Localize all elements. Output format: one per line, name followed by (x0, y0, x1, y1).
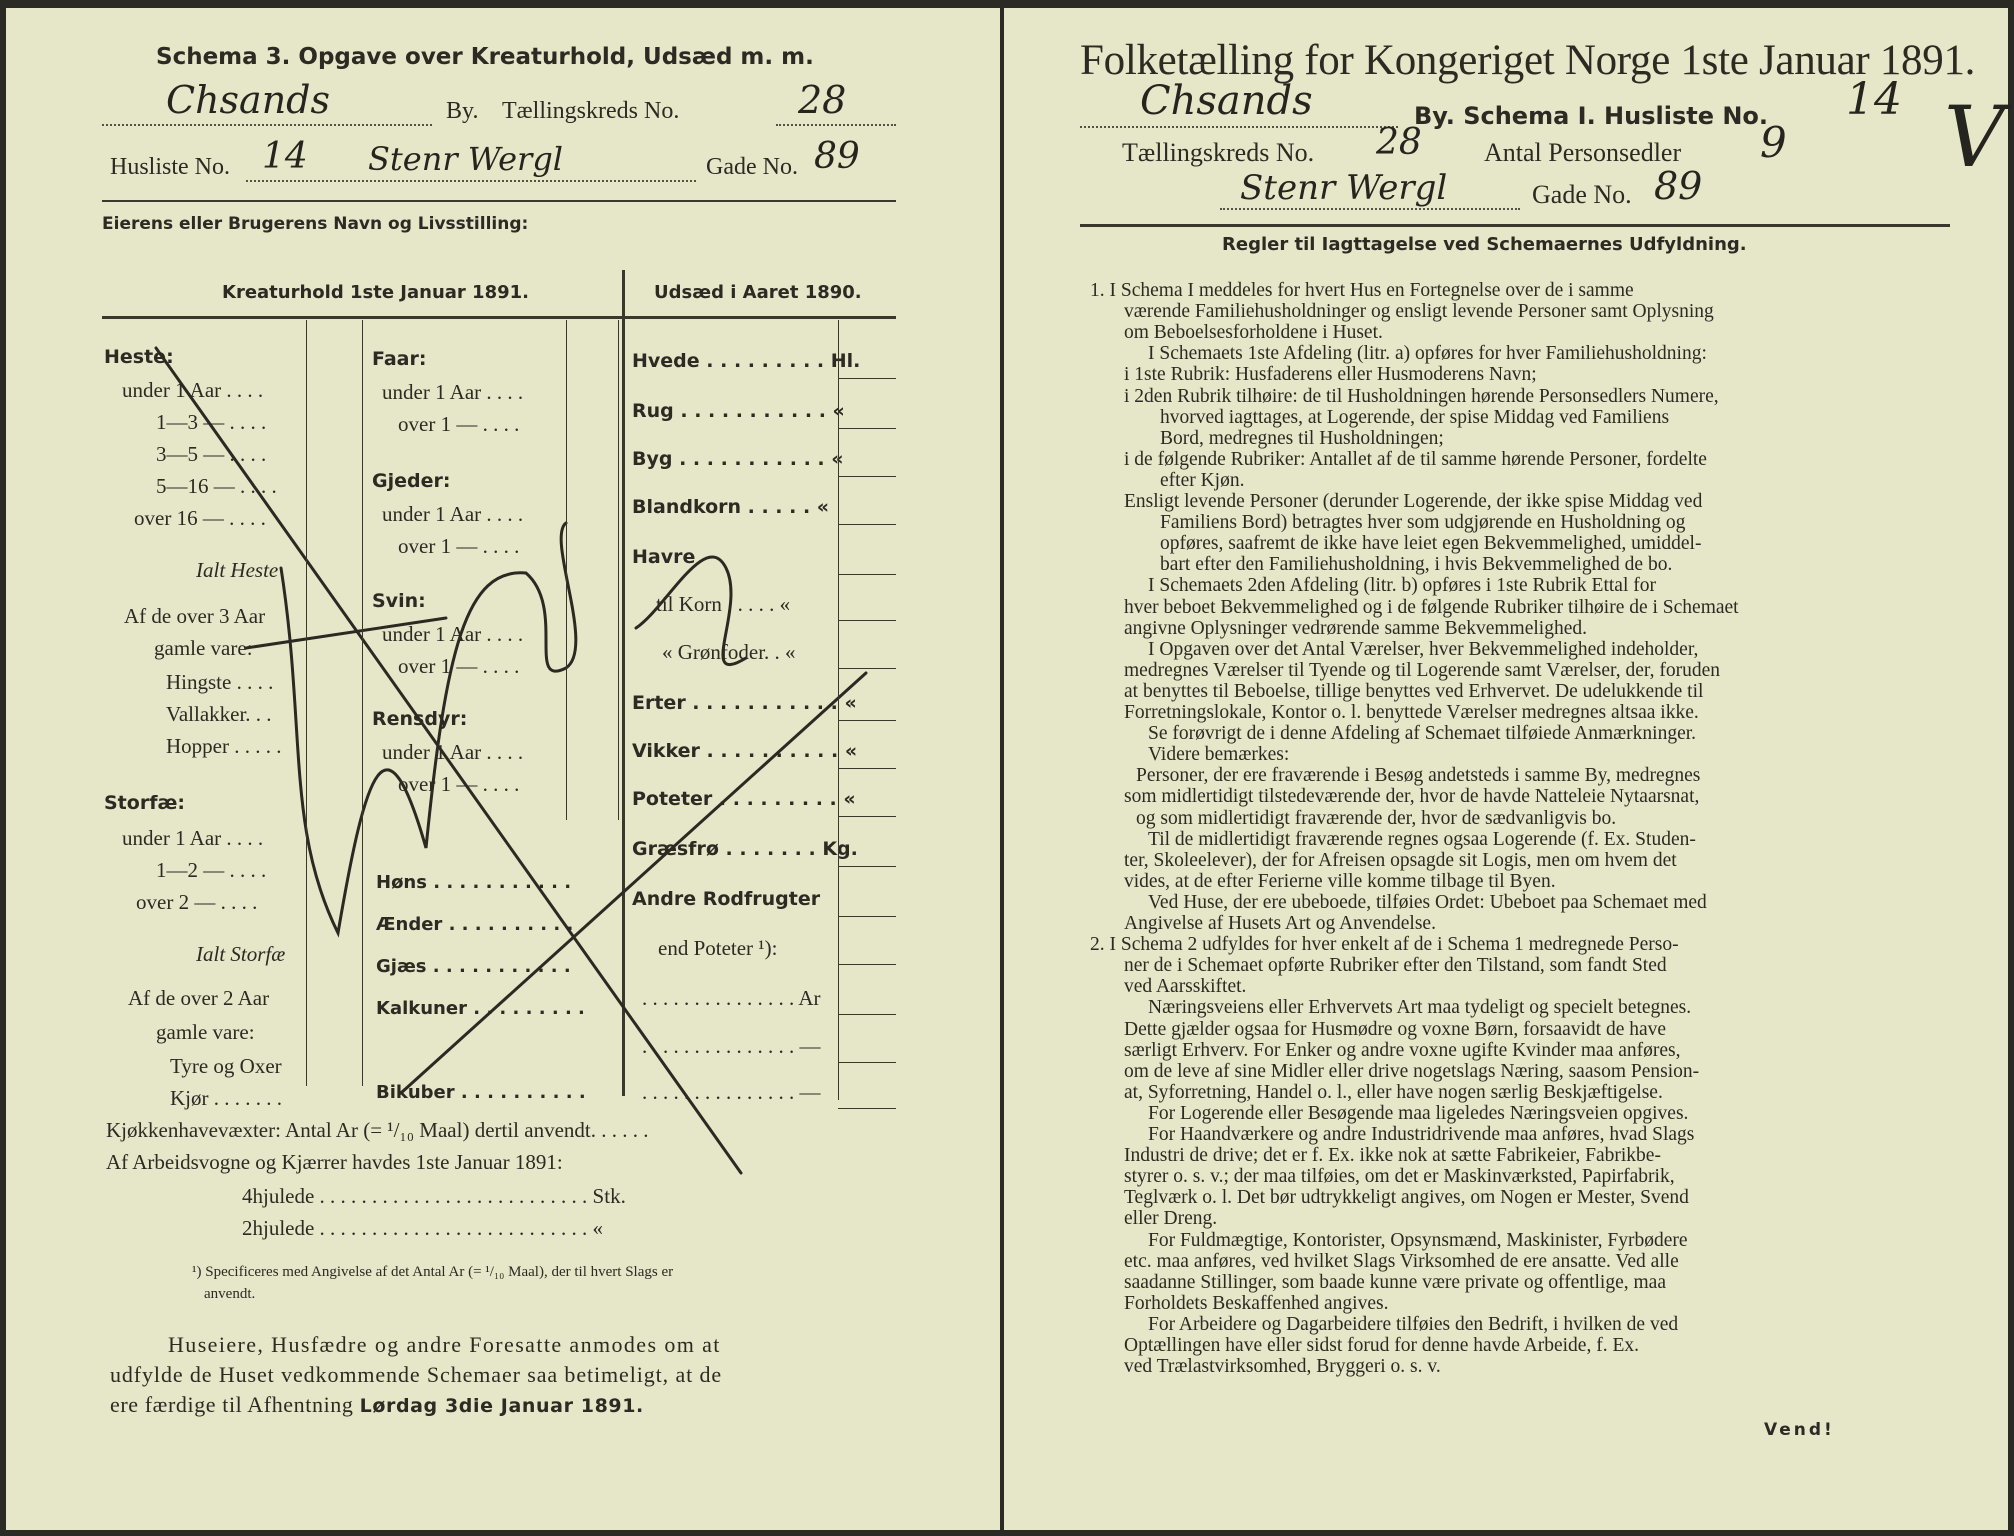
gade-handwritten-right: 89 (1654, 164, 1703, 208)
rule-line-1: værende Familiehusholdninger og ensligt levende Personer samt Oplysning (1124, 301, 1714, 323)
by-label: By. (446, 98, 479, 124)
faar-column-line-1 (566, 320, 567, 820)
right-page-schema-1 (1004, 8, 2008, 1530)
rule-line-21: Se forøvrigt de i denne Afdeling af Schemaet tilføiede Anmærkninger. (1148, 723, 1697, 745)
rule-line-2: om Beboelsesforholdene i Huset. (1124, 322, 1383, 344)
firehjulede-line: 4hjulede . . . . . . . . . . . . . . . . . . . . . . . . . . Stk. (242, 1184, 626, 1208)
rule-line-44: eller Dreng. (1124, 1208, 1218, 1230)
rule-line-34: Næringsveiens eller Erhvervets Art maa tydeligt og specielt betegnes. (1148, 997, 1692, 1019)
fjaerkrae-row-1: Ænder . . . . . . . . . . (376, 914, 574, 935)
udsaed-header: Udsæd i Aaret 1890. (654, 282, 862, 303)
rule-line-18: medregnes Værelser til Tyende og til Logerende samt Værelser, der, foruden (1124, 659, 1720, 681)
rule-line-11: Familiens Bord) betragtes hver som udgjørende en Husholdning og (1160, 512, 1686, 534)
heste-row-8: gamle vare: (154, 636, 253, 660)
rule-line-4: i 1ste Rubrik: Husfaderens eller Husmoderens Navn; (1124, 364, 1537, 386)
udsaed-fill-line (838, 428, 896, 429)
street-handwritten: Stenr Wergl (368, 140, 564, 178)
table-divider (622, 270, 625, 1096)
udsaed-row-14: . . . . . . . . . . . . . . . — (642, 1034, 821, 1058)
rule-line-42: styrer o. s. v.; der maa tilføies, om det er Maskinværksted, Papirfabrik, (1124, 1166, 1675, 1188)
fjaerkrae-row-4: Bikuber . . . . . . . . . . (376, 1082, 586, 1103)
udsaed-fill-line (838, 866, 896, 867)
rule-line-35: Dette gjælder ogsaa for Husmødre og voxne Børn, forsaavidt de have (1124, 1018, 1667, 1040)
rule-line-45: For Fuldmægtige, Kontorister, Opsynsmænd, Maskinister, Fyrbødere (1148, 1229, 1688, 1251)
rule-line-16: angivne Oplysninger vedrørende samme Bekvemmelighed. (1124, 617, 1587, 639)
storfae-row-7: Tyre og Oxer (170, 1054, 282, 1078)
kreaturhold-header: Kreaturhold 1ste Januar 1891. (222, 282, 529, 303)
fjaerkrae-row-0: Høns . . . . . . . . . . . (376, 872, 572, 893)
city-dotted-line-right (1080, 126, 1398, 128)
rule-line-30: Angivelse af Husets Art og Anvendelse. (1124, 913, 1436, 934)
rule-line-37: om de leve af sine Midler eller drive nogetslags Næring, saasom Pension- (1124, 1060, 1700, 1082)
udsaed-column-line (838, 320, 839, 1100)
storfae-row-4: Ialt Storfæ (196, 942, 286, 966)
handwritten-strikes (6, 8, 1000, 1530)
rule-line-49: For Arbeidere og Dagarbeidere tilføies den Bedrift, i hvilken de ved (1148, 1313, 1679, 1335)
heste-row-5: over 16 — . . . . (134, 506, 266, 530)
rule-line-29: Ved Huse, der ere ubeboede, tilføies Ordet: Ubeboet paa Schemaet med (1148, 891, 1707, 913)
notice-line-3 (110, 1392, 644, 1418)
fjaerkrae-row-2: Gjæs . . . . . . . . . . . (376, 956, 571, 977)
schema1-husliste-label: By. Schema I. Husliste No. (1414, 102, 1769, 130)
udsaed-fill-line (838, 524, 896, 525)
udsaed-row-5: til Korn . . . . . « (656, 592, 791, 616)
vend-label: Vend! (1764, 1420, 1835, 1440)
rule-line-36: særligt Erhverv. For Enker og andre voxne ugifte Kvinder maa anføres, (1124, 1039, 1681, 1061)
rule-line-10: Ensligt levende Personer (derunder Logerende, der ikke spise Middag ved (1124, 491, 1703, 512)
udsaed-row-0: Hvede . . . . . . . . . Hl. (632, 350, 861, 372)
udsaed-row-9: Poteter . . . . . . . . . « (632, 788, 856, 810)
udsaed-fill-line (838, 964, 896, 965)
heste-row-3: 3—5 — . . . . (156, 442, 267, 466)
rensdyr-row-1: under 1 Aar . . . . (382, 740, 524, 764)
faar-column-line-2 (618, 320, 619, 820)
rule-line-46: etc. maa anføres, ved hvilket Slags Virksomhed de ere ansatte. Ved alle (1124, 1250, 1679, 1272)
notice-line-2: udfylde de Huset vedkommende Schemaer saa betimeligt, at de (110, 1362, 723, 1387)
rule-line-43: Teglværk o. l. Det bør udtrykkeligt angives, om Nogen er Mester, Svend (1124, 1187, 1689, 1209)
street-handwritten-right: Stenr Wergl (1240, 168, 1448, 208)
notice-line-1: Huseiere, Husfædre og andre Foresatte anmodes om at (168, 1332, 721, 1357)
udsaed-row-12: end Poteter ¹): (658, 936, 778, 960)
udsaed-fill-line (838, 378, 896, 379)
udsaed-row-4: Havre (632, 546, 696, 568)
table-header-rule (102, 316, 896, 319)
storfae-row-8: Kjør . . . . . . . (170, 1086, 282, 1110)
rule-line-39: For Logerende eller Besøgende maa ligeledes Næringsveien opgives. (1148, 1102, 1689, 1124)
census-title: Folketælling for Kongeriget Norge 1ste Januar 1891. (1080, 37, 1976, 84)
heste-row-6: Ialt Heste (196, 558, 279, 582)
rules-title: Regler til Iagttagelse ved Schemaernes Udfyldning. (1222, 234, 1747, 255)
gjeder-row-2: over 1 — . . . . (398, 534, 520, 558)
udsaed-fill-line (838, 574, 896, 575)
faar-row-2: over 1 — . . . . (398, 412, 520, 436)
header-rule (102, 200, 896, 202)
rule-line-33: ved Aarsskiftet. (1124, 976, 1247, 998)
rule-line-22: Videre bemærkes: (1148, 744, 1290, 766)
udsaed-row-15: . . . . . . . . . . . . . . . — (642, 1080, 821, 1104)
rule-line-23: Personer, der ere fraværende i Besøg andetsteds i samme By, medregnes (1136, 765, 1701, 787)
udsaed-row-11: Andre Rodfrugter (632, 888, 821, 910)
svin-row-1: under 1 Aar . . . . (382, 622, 524, 646)
rule-line-9: efter Kjøn. (1160, 469, 1245, 491)
footnote-line-2: anvendt. (204, 1286, 256, 1302)
rule-line-31: 2. I Schema 2 udfyldes for hver enkelt af de i Schema 1 medregnede Perso- (1090, 934, 1679, 956)
heste-row-10: Vallakker. . . (166, 702, 272, 726)
heste-row-9: Hingste . . . . (166, 670, 274, 694)
rule-line-8: i de følgende Rubriker: Antallet af de til samme hørende Personer, fordelte (1124, 448, 1707, 470)
street-dotted-line-right (1220, 208, 1520, 210)
udsaed-row-1: Rug . . . . . . . . . . . « (632, 400, 845, 422)
udsaed-fill-line (838, 620, 896, 621)
city-handwritten-right: Chsands (1140, 78, 1313, 124)
husliste-handwritten-right: 14 (1846, 74, 1902, 125)
svin-row-0: Svin: (372, 590, 426, 612)
husliste-handwritten: 14 (262, 136, 308, 177)
udsaed-fill-line (838, 816, 896, 817)
faar-row-0: Faar: (372, 348, 427, 370)
rule-line-20: Forretningslokale, Kontor o. l. benyttede Værelser medregnes altsaa ikke. (1124, 702, 1699, 723)
rule-line-38: at, Syforretning, Handel o. l., eller have nogen særlig Beskjæftigelse. (1124, 1081, 1663, 1103)
rule-line-27: ter, Skoleelever), der for Afreisen opsagde sit Logis, men om hvem det (1124, 849, 1677, 871)
faar-row-1: under 1 Aar . . . . (382, 380, 524, 404)
rule-line-32: ner de i Schemaet opførte Rubriker efter den Tilstand, som fandt Sted (1124, 955, 1667, 977)
udsaed-row-8: Vikker . . . . . . . . . . « (632, 740, 858, 762)
husliste-label: Husliste No. (110, 154, 230, 180)
rule-line-40: For Haandværkere og andre Industridrivende maa anføres, hvad Slags (1148, 1124, 1695, 1145)
schema3-title: Schema 3. Opgave over Kreaturhold, Udsæd m. m. (156, 44, 814, 70)
udsaed-row-3: Blandkorn . . . . . « (632, 496, 830, 518)
tohjulede-line: 2hjulede . . . . . . . . . . . . . . . . . . . . . . . . . . « (242, 1216, 604, 1240)
fjaerkrae-row-3: Kalkuner . . . . . . . . . (376, 998, 585, 1019)
gade-label: Gade No. (706, 154, 798, 180)
rule-line-50: Optællingen have eller sidst forud for denne havde Arbeide, f. Ex. (1124, 1335, 1639, 1356)
rule-line-19: at benyttes til Beboelse, tillige benyttes ved Erhvervet. De udelukkende til (1124, 680, 1704, 702)
street-dotted-line (246, 180, 696, 182)
antal-handwritten: 9 (1760, 118, 1787, 167)
udsaed-fill-line (838, 916, 896, 917)
rule-line-51: ved Trælastvirksomhed, Bryggeri o. s. v. (1124, 1356, 1441, 1378)
rule-line-0: 1. I Schema I meddeles for hvert Hus en Fortegnelse over de i samme (1090, 280, 1634, 301)
kreds-label: Tællingskreds No. (502, 98, 680, 124)
udsaed-fill-line (838, 476, 896, 477)
udsaed-row-10: Græsfrø . . . . . . . Kg. (632, 838, 858, 860)
udsaed-row-13: . . . . . . . . . . . . . . . Ar (642, 986, 821, 1010)
rule-line-47: saadanne Stillinger, som baade kunne være private og offentlige, maa (1124, 1271, 1666, 1293)
rule-line-24: som midlertidigt tilstedeværende der, hvor de havde Natteleie Nytaarsnat, (1124, 786, 1700, 808)
rule-line-25: og som midlertidigt fraværende der, hvor de sædvanligvis bo. (1136, 807, 1617, 829)
storfae-row-3: over 2 — . . . . (136, 890, 258, 914)
arbeidsvogne-line: Af Arbeidsvogne og Kjærrer havdes 1ste Januar 1891: (106, 1150, 563, 1174)
storfae-row-1: under 1 Aar . . . . (122, 826, 264, 850)
rule-line-48: Forholdets Beskaffenhed angives. (1124, 1292, 1389, 1314)
footnote-line-1: ¹) Specificeres med Angivelse af det Antal Ar (= ¹/₁₀ Maal), der til hvert Slags er (192, 1264, 674, 1280)
rule-line-6: hvorved iagttages, at Logerende, der spise Middag ved Familiens (1160, 406, 1670, 428)
kreds-handwritten-right: 28 (1376, 122, 1422, 163)
check-mark-handwritten: V (1944, 88, 2005, 186)
city-handwritten: Chsands (166, 78, 331, 122)
udsaed-fill-line (838, 1062, 896, 1063)
udsaed-fill-line (838, 720, 896, 721)
kjokkenhave-line: Kjøkkenhavevæxter: Antal Ar (= ¹/₁₀ Maal) dertil anvendt. . . . . . (106, 1118, 649, 1142)
heste-row-11: Hopper . . . . . (166, 734, 282, 758)
rule-line-5: i 2den Rubrik tilhøire: de til Husholdningen hørende Personsedlers Numere, (1124, 385, 1719, 407)
udsaed-row-6: « Grønfoder. . « (662, 640, 796, 664)
gjeder-row-0: Gjeder: (372, 470, 451, 492)
udsaed-fill-line (838, 668, 896, 669)
udsaed-fill-line (838, 768, 896, 769)
gade-handwritten: 89 (814, 136, 860, 177)
rule-line-17: I Opgaven over det Antal Værelser, hver Bekvemmelighed indeholder, (1148, 638, 1699, 660)
storfae-row-2: 1—2 — . . . . (156, 858, 267, 882)
kreds-label-right: Tællingskreds No. (1122, 138, 1315, 167)
left-page-schema-3 (6, 8, 1000, 1530)
pickup-date: Lørdag 3die Januar 1891. (359, 1395, 644, 1417)
gade-label-right: Gade No. (1532, 180, 1632, 209)
udsaed-fill-line (838, 1108, 896, 1109)
owner-label: Eierens eller Brugerens Navn og Livsstilling: (102, 214, 529, 234)
heste-row-7: Af de over 3 Aar (124, 604, 266, 628)
gjeder-row-1: under 1 Aar . . . . (382, 502, 524, 526)
city-dotted-line (102, 124, 432, 126)
rule-line-3: I Schemaets 1ste Afdeling (litr. a) opføres for hver Familiehusholdning: (1148, 343, 1707, 365)
kreds-handwritten: 28 (798, 78, 847, 122)
rule-line-13: bart efter den Familiehusholdning, i hvis Bekvemmelighed de bo. (1160, 554, 1673, 576)
kreds-dotted-line (776, 124, 896, 126)
storfae-row-5: Af de over 2 Aar (128, 986, 270, 1010)
rensdyr-row-0: Rensdyr: (372, 708, 468, 730)
notice-line-3-text: ere færdige til Afhentning (110, 1392, 354, 1417)
storfae-row-0: Storfæ: (104, 792, 185, 814)
heste-row-0: Heste: (104, 346, 174, 368)
rule-line-26: Til de midlertidigt fraværende regnes ogsaa Logerende (f. Ex. Studen- (1148, 828, 1696, 850)
rule-line-12: opføres, saafremt de ikke have leiet egen Bekvemmelighed, umiddel- (1160, 533, 1702, 555)
rule-line-15: hver beboet Bekvemmelighed og i de følgende Rubriker tilhøire de i Schemaet (1124, 596, 1739, 618)
heste-column-line-2 (362, 320, 363, 1086)
heste-row-1: under 1 Aar . . . . (122, 378, 264, 402)
svin-row-2: over 1 — . . . . (398, 654, 520, 678)
rule-line-7: Bord, medregnes til Husholdningen; (1160, 427, 1444, 449)
heste-row-4: 5—16 — . . . . (156, 474, 277, 498)
udsaed-fill-line (838, 1014, 896, 1015)
udsaed-row-7: Erter . . . . . . . . . . . « (632, 692, 857, 714)
antal-label: Antal Personsedler (1484, 138, 1682, 167)
rule-line-28: vides, at de efter Ferierne ville komme tilbage til Byen. (1124, 870, 1556, 892)
title-rule (1080, 224, 1950, 227)
storfae-row-6: gamle vare: (156, 1020, 255, 1044)
heste-column-line-1 (306, 320, 307, 1086)
rensdyr-row-2: over 1 — . . . . (398, 772, 520, 796)
heste-row-2: 1—3 — . . . . (156, 410, 267, 434)
udsaed-row-2: Byg . . . . . . . . . . . « (632, 448, 844, 470)
rule-line-41: Industri de drive; det er f. Ex. ikke nok at sætte Fabrikeier, Fabrikbe- (1124, 1145, 1661, 1167)
rule-line-14: I Schemaets 2den Afdeling (litr. b) opføres i 1ste Rubrik Ettal for (1148, 575, 1656, 597)
